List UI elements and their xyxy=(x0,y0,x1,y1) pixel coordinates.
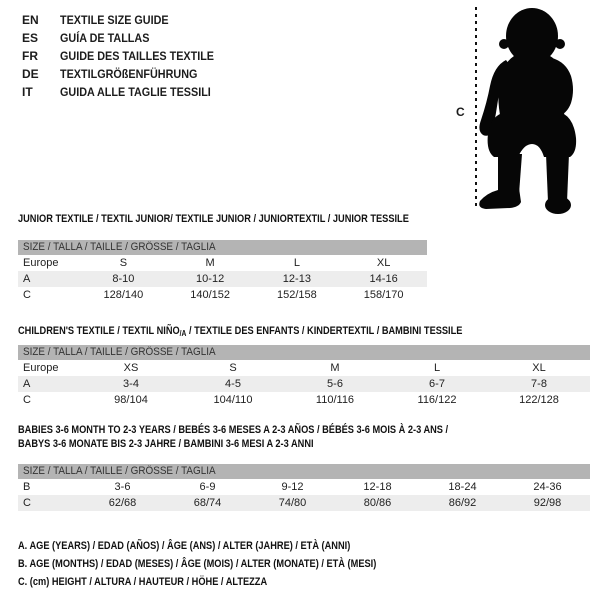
table-cell: 3-6 xyxy=(114,481,131,493)
language-row-it xyxy=(22,83,231,101)
table-cell: 68/74 xyxy=(165,495,250,511)
table-row xyxy=(18,495,590,511)
table-cell: XL xyxy=(532,362,546,374)
language-label: TEXTILE SIZE GUIDE xyxy=(60,13,169,27)
table-cell: M xyxy=(205,257,215,269)
note-height-cm: C. (cm) HEIGHT / ALTURA / HAUTEUR / HÖHE / ALTEZZA xyxy=(18,576,268,588)
table-cell: 152/158 xyxy=(276,289,317,301)
section-title-text: CHILDREN'S TEXTILE / TEXTIL $NIÑO_{/A}$ / TEXTILE DES ENFANTS / KINDERTEXTIL / BAMBINI TESSILE xyxy=(18,325,463,338)
language-label: GUIDA ALLE TAGLIE TESSILI xyxy=(60,85,211,99)
language-row-de xyxy=(22,65,231,83)
table-cell: 6-9 xyxy=(199,481,216,493)
table-cell: L xyxy=(293,257,300,269)
table-cell: 8-10 xyxy=(80,271,167,287)
table-row xyxy=(18,255,427,271)
row-label: Europe xyxy=(23,257,59,269)
section-title-line1: BABIES 3-6 MONTH TO 2-3 YEARS / BEBÉS 3-6 MESES A 2-3 AÑOS / BÉBÉS 3-6 MOIS À 2-3 ANS / xyxy=(18,424,449,436)
language-code: ES xyxy=(22,31,39,45)
table-cell: 6-7 xyxy=(386,376,488,392)
table-cell: S xyxy=(119,257,128,269)
table-cell: 7-8 xyxy=(488,376,590,392)
note-age-years: A. AGE (YEARS) / EDAD (AÑOS) / ÂGE (ANS) / ALTER (JAHRE) / ETÀ (ANNI) xyxy=(18,540,351,552)
toddler-silhouette xyxy=(479,8,576,214)
table-cell: 4-5 xyxy=(182,376,284,392)
table-cell: L xyxy=(433,362,441,374)
table-cell: 10-12 xyxy=(167,271,254,287)
babies-size-table xyxy=(18,464,590,511)
language-list xyxy=(22,11,231,101)
row-label: C xyxy=(23,394,31,406)
language-label: TEXTILGRÖßENFÜHRUNG xyxy=(60,67,198,81)
table-cell: 98/104 xyxy=(114,394,148,406)
language-row-fr xyxy=(22,47,231,65)
title-subscript: /A xyxy=(179,329,187,338)
row-label: C xyxy=(18,495,80,511)
language-code: IT xyxy=(22,85,33,99)
table-header: SIZE / TALLA / TAILLE / GRÖSSE / TAGLIA xyxy=(23,346,216,358)
table-row xyxy=(18,392,590,408)
table-header-row xyxy=(18,240,427,255)
table-cell: 86/92 xyxy=(420,495,505,511)
junior-size-table xyxy=(18,240,427,303)
table-row xyxy=(18,376,590,392)
language-code: DE xyxy=(22,67,39,81)
baby-silhouette-image xyxy=(468,4,588,216)
table-cell: 116/122 xyxy=(417,394,457,406)
row-label: C xyxy=(23,289,31,301)
table-cell: 74/80 xyxy=(250,495,335,511)
section-title-babies xyxy=(18,423,530,451)
table-cell: XL xyxy=(376,257,391,269)
table-cell: S xyxy=(229,362,237,374)
table-cell: 104/110 xyxy=(213,394,253,406)
table-row xyxy=(18,271,427,287)
table-cell: 92/98 xyxy=(505,495,590,511)
children-size-table xyxy=(18,345,590,408)
table-header-row xyxy=(18,464,590,479)
section-title-junior xyxy=(18,212,483,226)
table-cell: 140/152 xyxy=(190,289,230,301)
table-cell: 62/68 xyxy=(80,495,165,511)
table-cell: 5-6 xyxy=(284,376,386,392)
table-cell: 12-18 xyxy=(363,481,392,493)
table-header: SIZE / TALLA / TAILLE / GRÖSSE / TAGLIA xyxy=(23,241,216,253)
note-age-months: B. AGE (MONTHS) / EDAD (MESES) / ÂGE (MOIS) / ALTER (MONATE) / ETÀ (MESI) xyxy=(18,558,377,570)
language-label: GUÍA DE TALLAS xyxy=(60,31,150,45)
row-label: A xyxy=(18,376,80,392)
section-title-text: JUNIOR TEXTILE / TEXTIL JUNIOR/ TEXTILE JUNIOR / JUNIORTEXTIL / JUNIOR TESSILE xyxy=(18,213,409,225)
table-row xyxy=(18,287,427,303)
table-cell: XS xyxy=(123,362,139,374)
table-row xyxy=(18,479,590,495)
row-label: A xyxy=(18,271,80,287)
height-marker-label: C xyxy=(456,105,465,119)
table-cell: 18-24 xyxy=(448,481,477,493)
section-title-line2: BABYS 3-6 MONATE BIS 2-3 JAHRE / BAMBINI 3-6 MESI A 2-3 ANNI xyxy=(18,438,314,450)
table-cell: 128/140 xyxy=(103,289,144,301)
table-cell: 14-16 xyxy=(340,271,427,287)
table-cell: 80/86 xyxy=(335,495,420,511)
language-code: EN xyxy=(22,13,39,27)
row-label: Europe xyxy=(23,362,59,374)
table-cell: 110/116 xyxy=(315,394,355,406)
table-row xyxy=(18,360,590,376)
language-row-es xyxy=(22,29,231,47)
language-row-en xyxy=(22,11,231,29)
row-label: B xyxy=(23,481,31,493)
legend-notes xyxy=(18,537,445,591)
language-label: GUIDE DES TAILLES TEXTILE xyxy=(60,49,215,63)
table-cell: M xyxy=(330,362,340,374)
table-cell: 12-13 xyxy=(254,271,341,287)
table-header-row xyxy=(18,345,590,360)
table-cell: 9-12 xyxy=(281,481,304,493)
table-cell: 122/128 xyxy=(519,394,559,406)
table-cell: 24-36 xyxy=(533,481,562,493)
table-cell: 3-4 xyxy=(80,376,182,392)
section-title-children xyxy=(18,324,547,341)
table-cell: 158/170 xyxy=(363,289,404,301)
table-header: SIZE / TALLA / TAILLE / GRÖSSE / TAGLIA xyxy=(23,465,216,477)
language-code: FR xyxy=(22,49,38,63)
